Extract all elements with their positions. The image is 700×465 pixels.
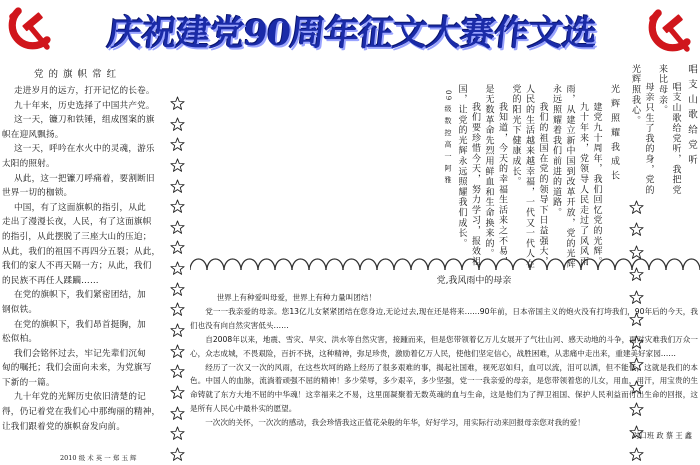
- poem-line: 九十年党的光辉历史依旧清楚的记: [14, 392, 146, 403]
- essay-c-paragraph: 自2008年以来，地震、雪灾、旱灾、洪水等自然灾害，接踵而来，但是您带领着亿万儿女展开了气壮山河、感天动地的斗争，面对灾难我们万众一心，众志成城，不畏艰险，百折不挠，这种精神，弥足珍贵，激励着亿万人民，使他们坚定信心，战胜困难，从悲痛中走出来，重建美好家园……: [190, 334, 698, 358]
- essay-b-body: [630, 64, 682, 196]
- essay-c-signature: 对口班 政 蔡 王 鑫: [632, 431, 692, 441]
- star-icon: [170, 220, 185, 235]
- poem-line: 我们会铭怀过去，牢记先辈们沉甸: [14, 348, 146, 359]
- poem-column: [0, 60, 166, 462]
- essay-c-lead: 世界上有种爱叫母爱，世界上有种力量叫团结！: [216, 293, 377, 302]
- essay-a-paragraph: 建党九十周年，我们回忆党的光辉。: [591, 102, 602, 267]
- star-icon: [170, 406, 185, 421]
- essay-b-paragraph: 唱支山歌给党听，我把党来比母亲。: [657, 64, 681, 196]
- arch-segment: [496, 259, 513, 270]
- arch-segment: [190, 259, 207, 270]
- poem-body: [0, 84, 166, 434]
- essay-a-paragraph: 我们的祖国在党的领导下日益强大，人民的生活越来越幸福，一代又一代人在党的阳光下健康成长。: [510, 84, 548, 270]
- essay-a-paragraph: 我知道，今天的幸福生活来之不易，是无数革命先烈用鲜血和生命换来的。: [483, 84, 507, 267]
- poem-line: 甸的嘱托；我们会面向未来，为党旗写: [2, 363, 152, 374]
- essay-a-paragraph: 九十年来，党领导人民走过了风风雨雨，从建立新中国到改革开放，党的光辉永远照耀着我们前进的道路。: [551, 84, 588, 270]
- arch-segment: [411, 259, 428, 270]
- arch-segment: [326, 259, 343, 270]
- arch-segment: [292, 259, 309, 270]
- star-icon: [170, 199, 185, 214]
- essay-c-paragraph: 经历了一次又一次的风雨，在这些坎坷的路上经历了很多艰难的事，揭起社国难，视死忍如归，血可以流，泪可以洒，但不能低，这就是我们的本色。中国人的血脉，流淌着顽强不屈的精神！多少荣辱，多少艰辛，多少坚强，党一一我亲爱的母亲，是您带领着您的儿女，用血，用汗，用宝贵的生命铸就了东方大地不屈的中华魂！这幸福来之不易，这里面凝聚着无数英魂的血与生命，这是他们为了捍卫祖国、保护人民利益而付出生命的回报，这是所有人民心中最朴实的愿望。: [190, 362, 698, 414]
- arch-segment: [598, 259, 615, 270]
- arch-segment: [615, 259, 632, 270]
- poem-title: 党 的 旗 帜 常 红: [34, 69, 118, 80]
- poem-line: 世界一切的枷锁。: [2, 188, 73, 199]
- arch-segment: [241, 259, 258, 270]
- essay-c-body: [190, 291, 698, 430]
- poem-line: 钢似铁。: [2, 304, 38, 315]
- star-divider-left: [168, 96, 186, 462]
- arch-segment: [683, 259, 700, 270]
- poem-line: 走进岁月的远方，打开记忆的长卷。: [14, 86, 155, 96]
- essay-c-title: 党,我风雨中的母亲: [436, 276, 512, 286]
- arch-segment: [258, 259, 275, 270]
- poem-line: 的民族不再任人蹂躏……: [2, 275, 99, 286]
- star-icon: [170, 261, 185, 276]
- arch-segment: [581, 259, 598, 270]
- star-icon: [170, 117, 185, 132]
- essay-b-title: 唱 支 山 歌 给 党 听: [686, 64, 697, 166]
- poem-line: 中国，有了这面旗帜的指引，从此: [14, 202, 146, 213]
- poem-line: 太阳的照射。: [2, 158, 55, 169]
- star-icon: [170, 323, 185, 338]
- arch-segment: [394, 259, 411, 270]
- star-icon: [170, 385, 185, 400]
- poem-signature: 2010 级 术 英 一 郑 玉 辉: [60, 454, 137, 462]
- hammer-and-sickle-icon-left: [2, 2, 56, 56]
- arch-segment: [224, 259, 241, 270]
- poem-line: 从此，我们的祖国不再四分五裂；从此，: [2, 246, 161, 257]
- star-icon: [170, 96, 185, 111]
- arch-segment: [275, 259, 292, 270]
- arch-segment: [479, 259, 496, 270]
- essay-c-paragraph: 党一一我亲爱的母亲。您13亿儿女紧紧团结在您身边,无论过去,现在还是将来……90年前，日本帝国主义的炮火没有打垮我们，90年后的今天，我们也没有向自然灾害低头……: [190, 306, 698, 330]
- arch-segment: [530, 259, 547, 270]
- poem-line: 帜在迎风飘扬。: [2, 129, 64, 140]
- poem-line: 这一天，镰刀和铁锤，组成图案的旗: [14, 115, 155, 126]
- star-icon: [170, 137, 185, 152]
- arch-segment: [649, 259, 666, 270]
- poem-line: 从此，这一把镰刀呼痛着，要割断旧: [14, 173, 155, 184]
- essay-a-signature: 09 级 数 控 高 一 阿 雅: [444, 90, 452, 185]
- essay-a: [190, 84, 620, 274]
- essay-a-body: [454, 84, 603, 274]
- arch-segment: [547, 259, 564, 270]
- arch-segment: [564, 259, 581, 270]
- star-icon: [170, 179, 185, 194]
- star-icon: [170, 447, 185, 462]
- poem-line: 在党的旗帜下，我们紧密团结，加: [14, 290, 146, 301]
- arch-segment: [207, 259, 224, 270]
- hammer-and-sickle-icon: [2, 2, 56, 56]
- star-icon: [170, 240, 185, 255]
- essay-a-paragraph: 我们要珍惜今天，努力学习，报效祖国，让党的光辉永远照耀我们成长。: [456, 84, 480, 267]
- poem-line: 在党的旗帜下，我们昂首挺胸，加: [14, 319, 146, 330]
- arch-segment: [360, 259, 377, 270]
- arch-segment: [377, 259, 394, 270]
- star-icon: [629, 200, 644, 215]
- arch-segment: [343, 259, 360, 270]
- star-icon: [629, 222, 644, 237]
- essay-c: [190, 273, 698, 463]
- essay-c-paragraph: 一次次的关怀，一次次的感动，我会珍惜我这正值花朵般的年华，好好学习，用实际行动来回报母亲您对我的爱！: [205, 418, 585, 428]
- essay-b: [630, 64, 698, 196]
- star-icon: [170, 426, 185, 441]
- star-icon: [170, 282, 185, 297]
- poem-line: 让我们跟着党的旗帜奋发向前。: [2, 421, 126, 432]
- star-icon: [170, 302, 185, 317]
- star-icon: [170, 364, 185, 379]
- poem-line: 的指引，从此摆脱了三座大山的压迫；: [2, 231, 152, 242]
- essay-a-title: 光 辉 照 耀 我 成 长: [609, 84, 619, 182]
- poem-line: 我们的家人不再天隔一方；从此，我们: [2, 261, 152, 272]
- arch-segment: [666, 259, 683, 270]
- hammer-and-sickle-icon: [642, 4, 696, 58]
- star-icon: [170, 158, 185, 173]
- arch-segment: [309, 259, 326, 270]
- arch-ornament: [190, 254, 700, 272]
- arch-segment: [632, 259, 649, 270]
- arch-segment: [462, 259, 479, 270]
- arch-segment: [513, 259, 530, 270]
- essay-b-paragraph: 母亲只生了我的身，党的光辉照我心。: [630, 64, 654, 196]
- arch-ornament-svg: [190, 254, 700, 272]
- page-title: 庆祝建党90周年征文大赛作文选: [105, 13, 599, 54]
- arch-segment: [445, 259, 462, 270]
- poem-line: 九十年来，历史选择了中国共产党。: [14, 100, 155, 111]
- poem-line: 这一天，呼吟在水火中的灵魂，游乐: [14, 144, 155, 155]
- poem-line: 得，仍记着党在我们心中那绚丽的精神，: [2, 407, 161, 418]
- arch-segment: [428, 259, 445, 270]
- star-icon: [170, 344, 185, 359]
- poem-line: 下新的一篇。: [2, 377, 55, 388]
- poem-line: 松似柏。: [2, 334, 38, 345]
- hammer-and-sickle-icon-right: [642, 4, 696, 58]
- poem-line: 走出了漫漫长夜，人民，有了这面旗帜: [2, 217, 152, 228]
